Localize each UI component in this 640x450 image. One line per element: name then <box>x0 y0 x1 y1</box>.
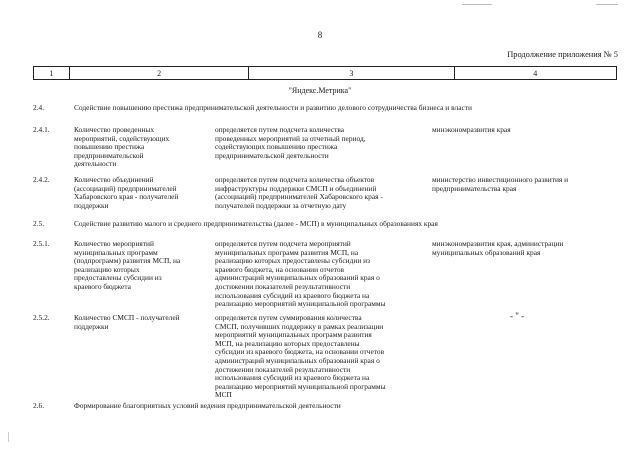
responsible-line: - " - <box>510 311 525 321</box>
indicator-line: реализацию которых <box>74 264 140 274</box>
indicator-line: (ассоциаций) предпринимателей <box>74 183 177 193</box>
column-header: 1 <box>34 67 70 79</box>
section-title: Содействие повышению престижа предпринимательской деятельности и развитию делового сотрудничества бизнеса и власти <box>74 103 472 112</box>
indicator-line: (подпрограмм) развития МСП, на <box>74 256 181 266</box>
responsible-line: предпринимательства края <box>432 183 517 193</box>
indicator-line: муниципальных программ <box>74 247 158 257</box>
section-title: Формирование благоприятных условий ведения предпринимательской деятельности <box>74 401 341 410</box>
responsible-cell <box>510 312 570 321</box>
indicator-cell <box>74 126 214 169</box>
indicator-line: Количество СМСП - получателей <box>74 313 180 322</box>
method-line: краевого бюджета, на основании отчетов <box>215 264 345 274</box>
method-line: содействующих повышению престижа <box>215 142 338 152</box>
indicator-cell <box>74 314 214 331</box>
method-line: определяется путем подсчета количества <box>215 125 345 134</box>
method-line: реализацию мероприятий муниципальной программы <box>215 299 386 309</box>
method-line: предпринимательской деятельности <box>215 150 329 160</box>
responsible-cell <box>432 126 622 135</box>
method-line: СМСП, получивших поддержку в рамках реализации <box>215 321 384 331</box>
scan-mark <box>462 4 492 5</box>
indicator-line: поддержки <box>74 321 109 331</box>
program-name: "Яндекс.Метрика" <box>288 86 352 95</box>
method-line: инфраструктуры поддержки СМСП и объединений <box>215 183 377 193</box>
indicator-line: предоставлены субсидии из <box>74 273 162 283</box>
indicator-line: мероприятий, содействующих <box>74 133 170 143</box>
method-line: получателей поддержки за отчетную дату <box>215 200 347 210</box>
indicator-line: повышению престижа <box>74 142 145 152</box>
method-line: реализацию мероприятий муниципальной программы <box>215 381 386 391</box>
responsible-cell <box>432 240 622 257</box>
method-line: достижении показателей результативности <box>215 364 351 374</box>
responsible-line: минэкономразвития края <box>432 125 511 134</box>
row-number: 2.5.1. <box>33 239 50 248</box>
method-line: определяется путем суммирования количества <box>215 313 362 322</box>
row-number: 2.5.2. <box>33 313 50 322</box>
indicator-line: поддержки <box>74 200 109 210</box>
indicator-line: Количество объединений <box>74 175 154 184</box>
column-header: 3 <box>249 67 454 79</box>
column-header-table <box>33 66 617 80</box>
method-line: (ассоциаций) предпринимателей Хабаровского края - <box>215 192 383 202</box>
indicator-line: предпринимательской <box>74 150 144 160</box>
method-cell <box>215 314 435 400</box>
indicator-line: Количество проведенных <box>74 125 155 134</box>
method-line: определяется путем подсчета количества объектов <box>215 175 375 184</box>
section-number: 2.4. <box>33 103 45 112</box>
method-cell <box>215 240 430 309</box>
method-line: определяется путем подсчета мероприятий <box>215 239 351 248</box>
method-line: муниципальных программ развития МСП, на <box>215 247 359 257</box>
indicator-line: деятельности <box>74 159 117 169</box>
row-number: 2.4.1. <box>33 125 50 134</box>
scan-mark <box>8 432 9 442</box>
responsible-cell <box>432 176 622 193</box>
page-number: 8 <box>317 30 323 40</box>
method-line: использования субсидий из краевого бюджета на <box>215 373 370 383</box>
indicator-line: Хабаровского края - получателей <box>74 192 179 202</box>
method-line: реализацию которых предоставлены субсидии из <box>215 256 371 266</box>
indicator-cell <box>74 176 214 210</box>
method-cell <box>215 126 425 160</box>
indicator-line: Количество мероприятий <box>74 239 154 248</box>
method-line: субсидии из краевого бюджета, на основании отчетов <box>215 347 385 357</box>
method-line: администраций муниципальных образований края о <box>215 273 380 283</box>
method-line: проведенных мероприятий за отчетный период, <box>215 133 366 143</box>
column-header: 2 <box>70 67 249 79</box>
section-title: Содействие развитию малого и среднего предпринимательства (далее - МСП) в муниципальных образованиях края <box>74 219 438 228</box>
appendix-label: Продолжение приложения № 5 <box>507 50 618 59</box>
method-line: администраций муниципальных образований края о <box>215 355 380 365</box>
method-line: МСП, на реализацию которых предоставлены <box>215 338 360 348</box>
section-number: 2.5. <box>33 219 45 228</box>
method-cell <box>215 176 430 210</box>
method-line: МСП <box>215 390 232 400</box>
row-number: 2.4.2. <box>33 175 50 184</box>
section-number: 2.6. <box>33 401 45 410</box>
responsible-line: муниципальных образований края <box>432 247 541 257</box>
method-line: использования субсидий из краевого бюджета на <box>215 290 370 300</box>
method-line: достижении показателей результативности <box>215 281 351 291</box>
responsible-line: министерство инвестиционного развития и <box>432 175 569 184</box>
responsible-line: минэкономразвития края, администрации <box>432 239 564 248</box>
method-line: мероприятий муниципальных программ развития <box>215 330 372 340</box>
column-header: 4 <box>533 69 538 78</box>
indicator-line: краевого бюджета <box>74 281 131 291</box>
scan-mark <box>596 4 618 5</box>
indicator-cell <box>74 240 214 292</box>
